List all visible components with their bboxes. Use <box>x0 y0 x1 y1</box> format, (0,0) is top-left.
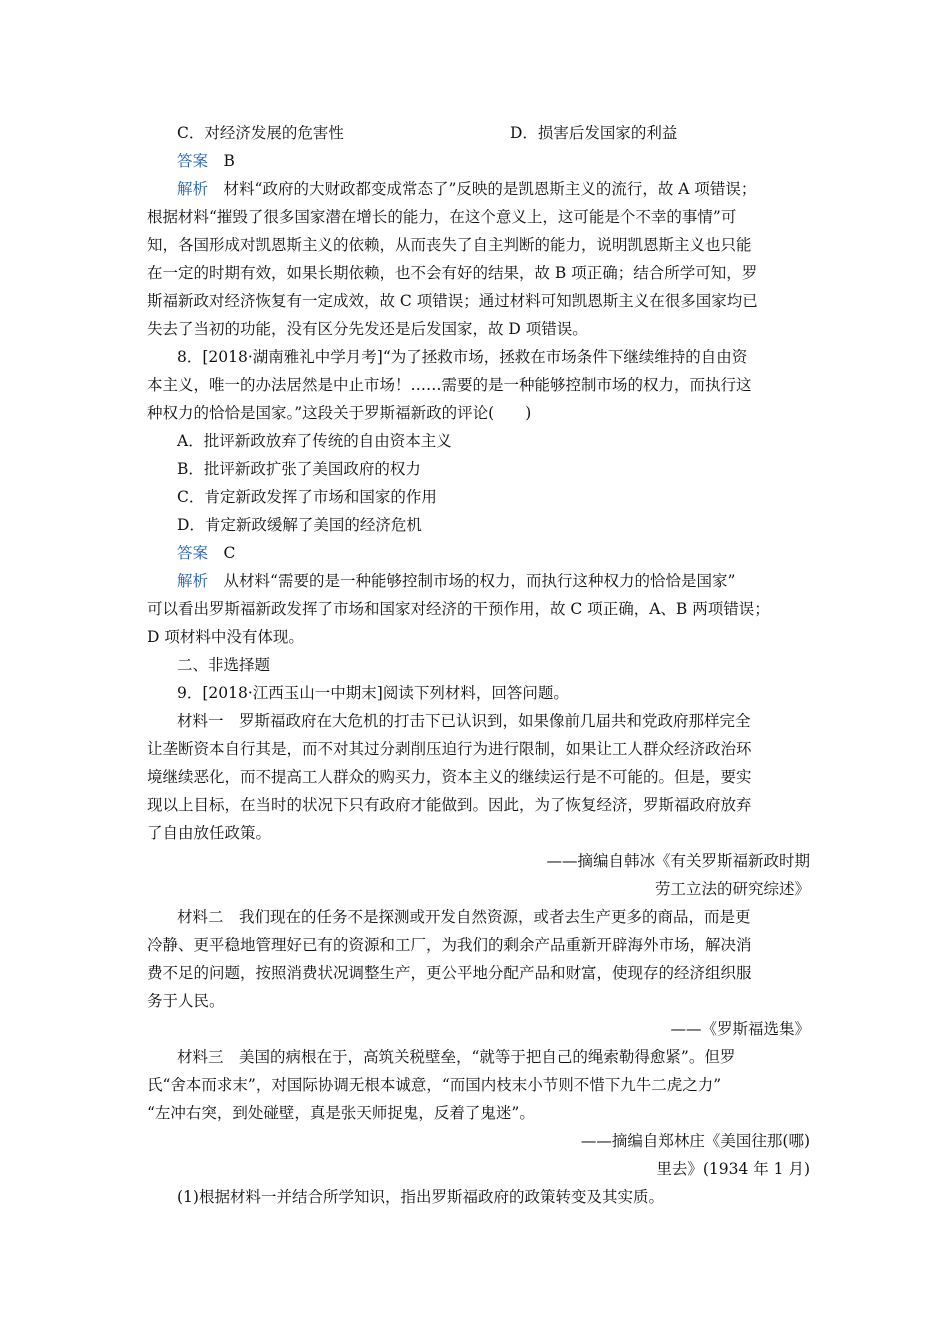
q8-stem-line: 本主义，唯一的办法居然是中止市场！……需要的是一种能够控制市场的权力，而执行这 <box>147 376 752 394</box>
material-2-line: 冷静、更平稳地管理好已有的资源和工厂，为我们的剩余产品重新开辟海外市场，解决消 <box>147 936 752 954</box>
answer-label: 答案 <box>177 544 209 562</box>
material-1-source: ——摘编自韩冰《有关罗斯福新政时期 <box>546 852 810 870</box>
q7-analysis-line: 知，各国形成对凯恩斯主义的依赖，从而丧失了自主判断的能力，说明凯恩斯主义也只能 <box>147 236 752 254</box>
q7-option-c: C．对经济发展的危害性 <box>177 124 344 142</box>
analysis-label: 解析 <box>177 180 209 198</box>
material-3-source: ——摘编自郑林庄《美国往那(哪) <box>580 1132 810 1150</box>
material-1-line: 现以上目标，在当时的状况下只有政府才能做到。因此，为了恢复经济，罗斯福政府放弃 <box>147 796 752 814</box>
material-2-line: 务于人民。 <box>147 992 225 1010</box>
material-1-line: 了自由放任政策。 <box>147 824 272 842</box>
q8-analysis-line: D 项材料中没有体现。 <box>147 628 304 646</box>
q8-stem-line: 8．[2018·湖南雅礼中学月考]“为了拯救市场，拯救在市场条件下继续维持的自由资 <box>177 348 748 366</box>
q8-analysis-line: 可以看出罗斯福新政发挥了市场和国家对经济的干预作用，故 C 项正确，A、B 两项错误； <box>147 600 770 618</box>
q9-stem: 9．[2018·江西玉山一中期末]阅读下列材料，回答问题。 <box>177 684 569 702</box>
material-1-source: 劳工立法的研究综述》 <box>654 880 810 898</box>
analysis-text: 材料“政府的大财政都变成常态了”反映的是凯恩斯主义的流行，故 A 项错误； <box>223 180 757 198</box>
analysis-text: 从材料“需要的是一种能够控制市场的权力，而执行这种权力的恰恰是国家” <box>223 572 736 590</box>
answer-label: 答案 <box>177 152 209 170</box>
answer-value: B <box>223 152 235 170</box>
material-3-line: 材料三 美国的病根在于，高筑关税壁垒，“就等于把自己的绳索勒得愈紧”。但罗 <box>177 1048 736 1066</box>
q7-analysis-line: 根据材料“摧毁了很多国家潜在增长的能力，在这个意义上，这可能是个不幸的事情”可 <box>147 208 737 226</box>
q8-option-d: D．肯定新政缓解了美国的经济危机 <box>177 516 422 534</box>
q7-analysis-line: 斯福新政对经济恢复有一定成效，故 C 项错误；通过材料可知凯恩斯主义在很多国家均已 <box>147 292 758 310</box>
analysis-label: 解析 <box>177 572 209 590</box>
material-3-source: 里去》(1934 年 1 月) <box>656 1160 810 1178</box>
answer-value: C <box>223 544 236 562</box>
section-heading: 二、非选择题 <box>177 656 271 674</box>
material-1-line: 让垄断资本自行其是，而不对其过分剥削压迫行为进行限制，如果让工人群众经济政治环 <box>147 740 752 758</box>
q8-stem-line: 种权力的恰恰是国家。”这段关于罗斯福新政的评论( ) <box>147 404 532 422</box>
q8-answer <box>177 543 847 563</box>
q7-analysis-line: 在一定的时期有效，如果长期依赖，也不会有好的结果，故 B 项正确；结合所学可知，罗 <box>147 264 758 282</box>
material-2-source: ——《罗斯福选集》 <box>670 1020 810 1038</box>
material-1-line: 材料一 罗斯福政府在大危机的打击下已认识到，如果像前几届共和党政府那样完全 <box>177 712 751 730</box>
q8-option-c: C．肯定新政发挥了市场和国家的作用 <box>177 488 437 506</box>
q8-option-b: B．批评新政扩张了美国政府的权力 <box>177 460 421 478</box>
material-2-line: 材料二 我们现在的任务不是探测或开发自然资源，或者去生产更多的商品，而是更 <box>177 908 751 926</box>
material-3-line: 氏“舍本而求末”，对国际协调无根本诚意，“而国内枝末小节则不惜下九牛二虎之力” <box>147 1076 722 1094</box>
q9-subquestion-1: (1)根据材料一并结合所学知识，指出罗斯福政府的政策转变及其实质。 <box>177 1188 664 1206</box>
q8-analysis-line <box>177 571 847 591</box>
material-2-line: 费不足的问题，按照消费状况调整生产，更公平地分配产品和财富，使现存的经济组织服 <box>147 964 752 982</box>
material-3-line: “左冲右突，到处碰壁，真是张天师捉鬼，反着了鬼迷”。 <box>147 1104 535 1122</box>
q7-options-row <box>177 123 847 143</box>
q7-option-d: D．损害后发国家的利益 <box>510 124 678 142</box>
material-1-line: 境继续恶化，而不提高工人群众的购买力，资本主义的继续运行是不可能的。但是，要实 <box>147 768 752 786</box>
q8-option-a: A．批评新政放弃了传统的自由资本主义 <box>177 432 452 450</box>
q7-analysis-line: 失去了当初的功能，没有区分先发还是后发国家，故 D 项错误。 <box>147 320 588 338</box>
q7-answer <box>177 151 847 171</box>
q7-analysis-line <box>177 179 847 199</box>
